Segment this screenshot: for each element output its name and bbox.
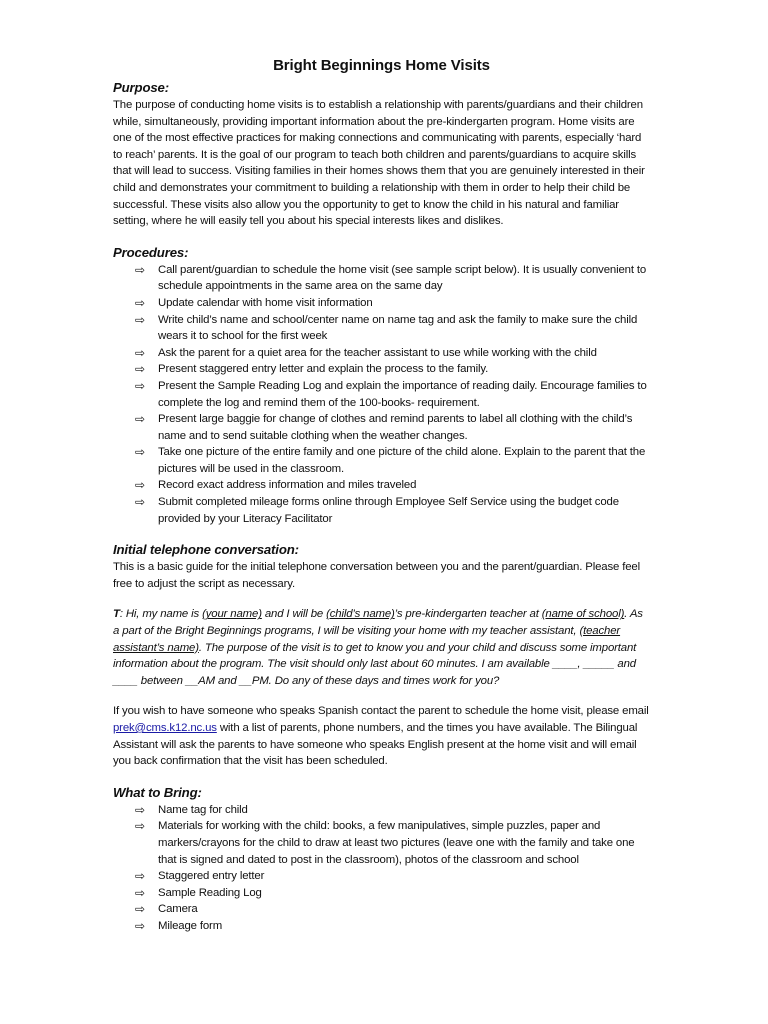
- bring-item: [113, 901, 650, 918]
- procedure-text: Present staggered entry letter and explain the process to the family.: [158, 363, 489, 376]
- placeholder-assistant-name: (teacher assistant’s name): [113, 625, 621, 654]
- placeholder-child-name: (child’s name): [326, 608, 395, 621]
- placeholder-your-name: (your name): [202, 608, 262, 621]
- procedure-item: [113, 411, 650, 444]
- placeholder-school-name: (name of school): [541, 608, 625, 621]
- arrow-icon: ⇨: [135, 918, 145, 933]
- procedure-item: [113, 345, 650, 362]
- bring-item: [113, 818, 650, 868]
- procedure-item: [113, 312, 650, 345]
- procedure-item: [113, 494, 650, 527]
- arrow-icon: ⇨: [135, 902, 145, 917]
- arrow-icon: ⇨: [135, 869, 145, 884]
- arrow-icon: ⇨: [135, 478, 145, 493]
- arrow-icon: ⇨: [135, 445, 145, 460]
- procedure-text: Submit completed mileage forms online through Employee Self Service using the budget code provided by your Literacy Facilitator: [158, 496, 619, 525]
- telephone-heading: Initial telephone conversation:: [113, 542, 299, 558]
- document-title: Bright Beginnings Home Visits: [273, 57, 490, 74]
- bring-item: [113, 918, 650, 935]
- procedure-text: Present large baggie for change of clothes and remind parents to label all clothing with the child’s name and to send suitable clothing when the weather changes.: [158, 413, 633, 442]
- arrow-icon: ⇨: [135, 495, 145, 510]
- procedure-text: Record exact address information and miles traveled: [158, 479, 417, 492]
- script-text: . The purpose of the visit is to get to know you and your child and discuss some important information about the program. The visit should only last about 60 minutes. I am available ____, _____ and ____ between __AM and __PM. Do any of these days and times work for you?: [113, 641, 637, 687]
- script-text: ’s pre-kindergarten teacher at: [394, 608, 542, 621]
- arrow-icon: ⇨: [135, 262, 145, 277]
- bring-text: Name tag for child: [158, 803, 248, 816]
- purpose-heading: Purpose:: [113, 80, 169, 95]
- arrow-icon: ⇨: [135, 802, 145, 817]
- bring-item: [113, 802, 650, 819]
- arrow-icon: ⇨: [135, 885, 145, 900]
- procedures-heading: Procedures:: [113, 244, 189, 260]
- procedure-item: [113, 295, 650, 312]
- spanish-text: If you wish to have someone who speaks Spanish contact the parent to schedule the home visit, please email: [113, 705, 649, 718]
- procedure-text: Call parent/guardian to schedule the home visit (see sample script below). It is usually convenient to schedule appointments in the same area on the same day: [158, 263, 647, 293]
- arrow-icon: ⇨: [135, 295, 145, 310]
- arrow-icon: ⇨: [135, 312, 145, 327]
- spanish-text: with a list of parents, phone numbers, and the times you have available. The Bilingual Assistant will ask the parents to have someone who speaks English present at the home visit and will email you back confirmation that the visit has been scheduled.: [113, 722, 638, 768]
- arrow-icon: ⇨: [135, 345, 145, 360]
- email-link[interactable]: prek@cms.k12.nc.us: [113, 722, 217, 734]
- spanish-paragraph: [113, 703, 650, 769]
- procedure-item: [113, 444, 650, 477]
- bring-text: Materials for working with the child: books, a few manipulatives, simple puzzles, paper and markers/crayons for the child to draw at least two pictures (leave one with the family and take one that is signed and dated to post in the classroom), photos of the classroom and school: [158, 820, 635, 866]
- procedure-text: Present the Sample Reading Log and explain the importance of reading daily. Encourage families to complete the log and remind them of the 100-books- requirement.: [158, 379, 647, 409]
- bring-text: Staggered entry letter: [158, 870, 265, 883]
- procedure-item: [113, 477, 650, 494]
- telephone-intro: This is a basic guide for the initial telephone conversation between you and the parent/guardian. Please feel free to adjust the script as necessary.: [113, 561, 640, 590]
- procedure-text: Take one picture of the entire family and one picture of the child alone. Explain to the parent that the pictures will be used in the classroom.: [158, 446, 646, 475]
- arrow-icon: ⇨: [135, 412, 145, 427]
- bring-item: [113, 885, 650, 902]
- procedure-item: [113, 262, 650, 295]
- arrow-icon: ⇨: [135, 819, 145, 834]
- bring-text: Camera: [158, 903, 198, 916]
- procedure-text: Write child’s name and school/center name on name tag and ask the family to make sure the child wears it to school for the first week: [158, 313, 638, 343]
- procedure-text: Ask the parent for a quiet area for the teacher assistant to use while working with the child: [158, 346, 597, 359]
- script-text: and I will be: [261, 608, 327, 621]
- phone-script: [113, 606, 650, 689]
- bring-text: Mileage form: [158, 919, 223, 932]
- procedure-item: [113, 361, 650, 378]
- purpose-paragraph: The purpose of conducting home visits is to establish a relationship with parents/guardians and their children while, simultaneously, providing important information about the pre-kindergarten program. Home visits are one of the most effective practices for making connections and communicating with parents, especially ‘hard to reach’ parents. It is the goal of our program to teach both children and parents/guardians to acquire skills that will lead to success. Visiting families in their homes shows them that you are genuinely interested in their child and demonstrates your commitment to building a relationship with them in order to help their child be successful. These visits also allow you the opportunity to get to know the child in his natural and familiar setting, where he will easily tell you about his special interests likes and dislikes.: [113, 99, 645, 228]
- procedure-text: Update calendar with home visit information: [158, 296, 373, 309]
- arrow-icon: ⇨: [135, 362, 145, 377]
- arrow-icon: ⇨: [135, 378, 145, 393]
- bring-item: [113, 868, 650, 885]
- bring-heading: What to Bring:: [113, 784, 202, 800]
- procedure-item: [113, 378, 650, 411]
- speaker-label: T: [113, 608, 120, 621]
- script-text: . As a part of the Bright Beginnings programs, I will be visiting your home with my teacher assistant,: [113, 608, 643, 638]
- procedures-list: [113, 262, 650, 528]
- bring-list: [113, 802, 650, 935]
- bring-text: Sample Reading Log: [158, 886, 262, 899]
- script-text: : Hi, my name is: [119, 608, 203, 621]
